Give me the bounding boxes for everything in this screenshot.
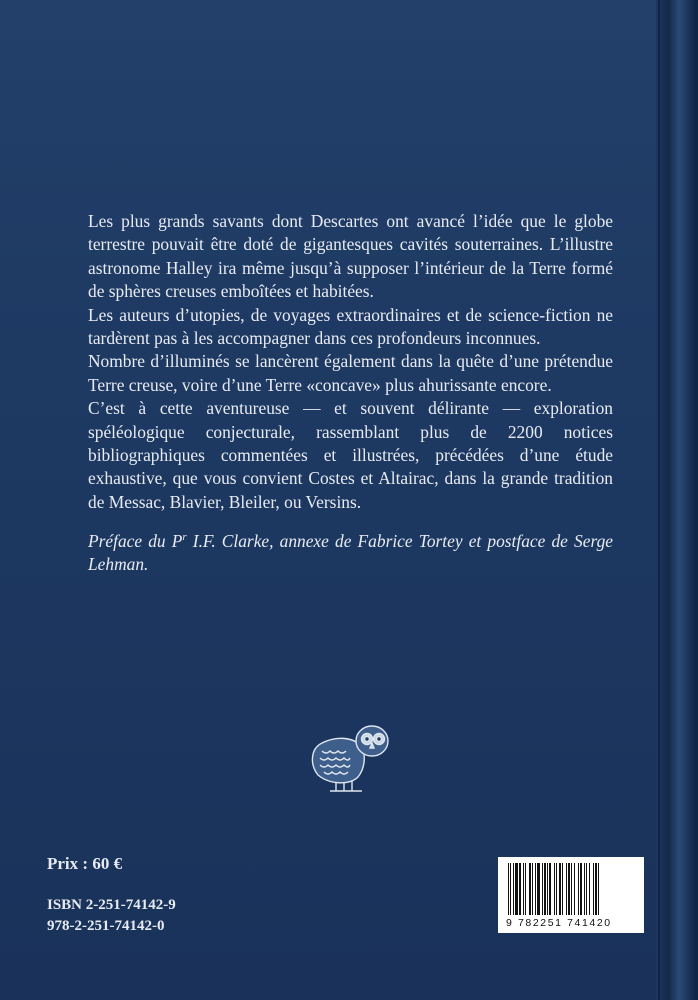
blurb-text bbox=[88, 210, 613, 577]
isbn-13: 978-2-251-74142-0 bbox=[47, 918, 165, 934]
barcode-bars bbox=[508, 863, 636, 915]
isbn-10: ISBN 2-251-74142-9 bbox=[47, 897, 176, 913]
spine-hinge bbox=[658, 0, 660, 1000]
preface-credits bbox=[88, 526, 613, 577]
owl-icon bbox=[300, 715, 392, 799]
barcode bbox=[498, 857, 644, 933]
isbn-block bbox=[47, 895, 176, 937]
spine bbox=[656, 0, 698, 1000]
preface-text-start: Préface du P bbox=[88, 531, 183, 552]
preface-superscript: r bbox=[182, 531, 187, 544]
blurb-paragraph-2: Les auteurs d’utopies, de voyages extraordinaires et de science-fiction ne tardèrent pas à les accompagner dans ces profondeurs inconnues. bbox=[88, 304, 613, 349]
blurb-paragraph-3: Nombre d’illuminés se lancèrent également dans la quête d’une prétendue Terre creuse, voire d’une Terre «concave» plus ahurissante encore. bbox=[88, 351, 613, 395]
preface-text-end: I.F. Clarke, annexe de Fabrice Tortey et postface de Serge Lehman. bbox=[88, 531, 613, 575]
blurb-paragraph-4: C’est à cette aventureuse — et souvent délirante — exploration spéléologique conjecturale, rassemblant plus de 2200 notices bibliographiques commentées et illustrées, précédées d’une étude exhaustive, que vous convient Costes et Altairac, dans la grande tradition de Messac, Blavier, Bleiler, ou Versins. bbox=[88, 398, 613, 512]
blurb-paragraph-1: Les plus grands savants dont Descartes ont avancé l’idée que le globe terrestre pouvait être doté de gigantesques cavités souterraines. L’illustre astronome Halley ira même jusqu’à supposer l’intérieur de la Terre formé de sphères creuses emboîtées et habitées. bbox=[88, 211, 613, 302]
barcode-digits: 9 782251 741420 bbox=[506, 917, 612, 929]
price-label: Prix : 60 € bbox=[47, 854, 123, 873]
